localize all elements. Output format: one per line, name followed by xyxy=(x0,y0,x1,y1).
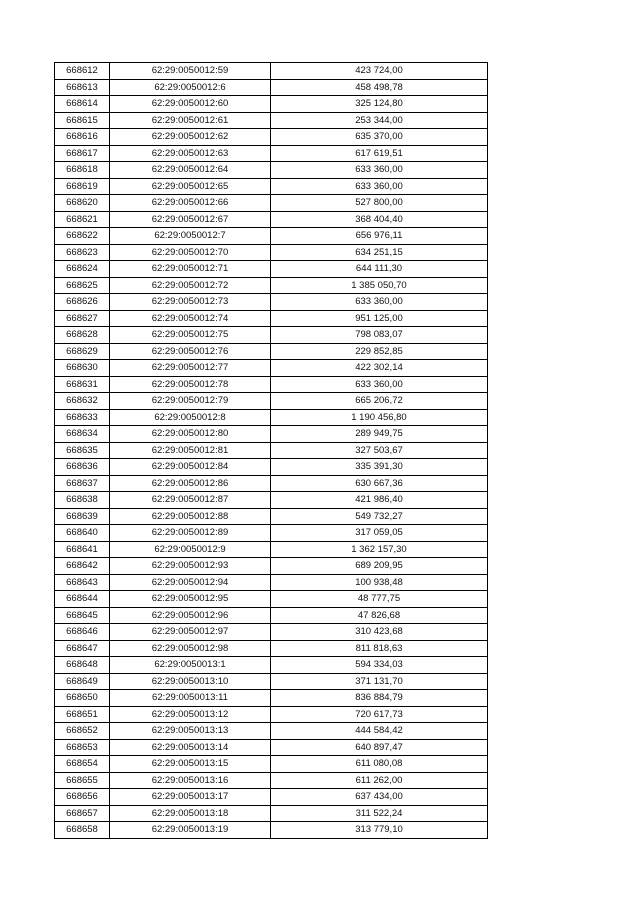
cadastral-number-cell: 62:29:0050012:78 xyxy=(110,376,271,393)
value-cell: 527 800,00 xyxy=(271,195,488,212)
cadastral-number-cell: 62:29:0050012:76 xyxy=(110,343,271,360)
cadastral-number-cell: 62:29:0050013:1 xyxy=(110,657,271,674)
value-cell: 327 503,67 xyxy=(271,442,488,459)
row-number-cell: 668647 xyxy=(55,640,110,657)
value-cell: 634 251,15 xyxy=(271,244,488,261)
row-number-cell: 668653 xyxy=(55,739,110,756)
value-cell: 689 209,95 xyxy=(271,558,488,575)
cadastral-number-cell: 62:29:0050012:72 xyxy=(110,277,271,294)
row-number-cell: 668633 xyxy=(55,409,110,426)
value-cell: 951 125,00 xyxy=(271,310,488,327)
row-number-cell: 668649 xyxy=(55,673,110,690)
cadastral-number-cell: 62:29:0050012:71 xyxy=(110,261,271,278)
cadastral-number-cell: 62:29:0050012:60 xyxy=(110,96,271,113)
cadastral-number-cell: 62:29:0050012:87 xyxy=(110,492,271,509)
row-number-cell: 668634 xyxy=(55,426,110,443)
table-row xyxy=(55,63,488,80)
value-cell: 444 584,42 xyxy=(271,723,488,740)
table-row xyxy=(55,178,488,195)
row-number-cell: 668621 xyxy=(55,211,110,228)
cadastral-number-cell: 62:29:0050013:14 xyxy=(110,739,271,756)
value-cell: 229 852,85 xyxy=(271,343,488,360)
table-row xyxy=(55,690,488,707)
value-cell: 665 206,72 xyxy=(271,393,488,410)
table-row xyxy=(55,409,488,426)
cadastral-number-cell: 62:29:0050013:11 xyxy=(110,690,271,707)
value-cell: 633 360,00 xyxy=(271,162,488,179)
value-cell: 594 334,03 xyxy=(271,657,488,674)
value-cell: 1 362 157,30 xyxy=(271,541,488,558)
table-row xyxy=(55,244,488,261)
table-row xyxy=(55,789,488,806)
value-cell: 48 777,75 xyxy=(271,591,488,608)
cadastral-number-cell: 62:29:0050012:86 xyxy=(110,475,271,492)
row-number-cell: 668612 xyxy=(55,63,110,80)
row-number-cell: 668644 xyxy=(55,591,110,608)
row-number-cell: 668637 xyxy=(55,475,110,492)
cadastral-number-cell: 62:29:0050013:10 xyxy=(110,673,271,690)
value-cell: 635 370,00 xyxy=(271,129,488,146)
table-row xyxy=(55,277,488,294)
table-row xyxy=(55,739,488,756)
table-body xyxy=(55,63,488,839)
value-cell: 637 434,00 xyxy=(271,789,488,806)
cadastral-number-cell: 62:29:0050012:67 xyxy=(110,211,271,228)
row-number-cell: 668646 xyxy=(55,624,110,641)
row-number-cell: 668640 xyxy=(55,525,110,542)
table-row xyxy=(55,541,488,558)
table-row xyxy=(55,574,488,591)
cadastral-number-cell: 62:29:0050012:9 xyxy=(110,541,271,558)
cadastral-number-cell: 62:29:0050012:59 xyxy=(110,63,271,80)
table-row xyxy=(55,129,488,146)
table-row xyxy=(55,607,488,624)
value-cell: 611 080,08 xyxy=(271,756,488,773)
cadastral-number-cell: 62:29:0050012:96 xyxy=(110,607,271,624)
table-row xyxy=(55,211,488,228)
value-cell: 617 619,51 xyxy=(271,145,488,162)
cadastral-number-cell: 62:29:0050013:15 xyxy=(110,756,271,773)
table-row xyxy=(55,525,488,542)
value-cell: 549 732,27 xyxy=(271,508,488,525)
value-cell: 253 344,00 xyxy=(271,112,488,129)
table-row xyxy=(55,360,488,377)
table-row xyxy=(55,162,488,179)
row-number-cell: 668658 xyxy=(55,822,110,839)
value-cell: 422 302,14 xyxy=(271,360,488,377)
table-row xyxy=(55,673,488,690)
table-row xyxy=(55,591,488,608)
value-cell: 644 111,30 xyxy=(271,261,488,278)
cadastral-number-cell: 62:29:0050012:79 xyxy=(110,393,271,410)
cadastral-number-cell: 62:29:0050013:12 xyxy=(110,706,271,723)
cadastral-number-cell: 62:29:0050012:81 xyxy=(110,442,271,459)
table-row xyxy=(55,426,488,443)
row-number-cell: 668632 xyxy=(55,393,110,410)
cadastral-number-cell: 62:29:0050013:18 xyxy=(110,805,271,822)
row-number-cell: 668636 xyxy=(55,459,110,476)
cadastral-number-cell: 62:29:0050013:16 xyxy=(110,772,271,789)
table-row xyxy=(55,261,488,278)
value-cell: 423 724,00 xyxy=(271,63,488,80)
value-cell: 47 826,68 xyxy=(271,607,488,624)
value-cell: 310 423,68 xyxy=(271,624,488,641)
table-row xyxy=(55,294,488,311)
table-row xyxy=(55,376,488,393)
row-number-cell: 668642 xyxy=(55,558,110,575)
table-row xyxy=(55,459,488,476)
cadastral-number-cell: 62:29:0050012:98 xyxy=(110,640,271,657)
row-number-cell: 668617 xyxy=(55,145,110,162)
value-cell: 100 938,48 xyxy=(271,574,488,591)
value-cell: 317 059,05 xyxy=(271,525,488,542)
row-number-cell: 668627 xyxy=(55,310,110,327)
table-row xyxy=(55,558,488,575)
row-number-cell: 668641 xyxy=(55,541,110,558)
cadastral-number-cell: 62:29:0050012:70 xyxy=(110,244,271,261)
table-row xyxy=(55,112,488,129)
row-number-cell: 668651 xyxy=(55,706,110,723)
value-cell: 371 131,70 xyxy=(271,673,488,690)
row-number-cell: 668643 xyxy=(55,574,110,591)
table-row xyxy=(55,492,488,509)
table-row xyxy=(55,657,488,674)
row-number-cell: 668639 xyxy=(55,508,110,525)
cadastral-number-cell: 62:29:0050012:73 xyxy=(110,294,271,311)
table-row xyxy=(55,79,488,96)
row-number-cell: 668638 xyxy=(55,492,110,509)
row-number-cell: 668650 xyxy=(55,690,110,707)
value-cell: 1 385 050,70 xyxy=(271,277,488,294)
cadastral-number-cell: 62:29:0050012:77 xyxy=(110,360,271,377)
cadastral-number-cell: 62:29:0050012:64 xyxy=(110,162,271,179)
row-number-cell: 668655 xyxy=(55,772,110,789)
value-cell: 836 884,79 xyxy=(271,690,488,707)
value-cell: 720 617,73 xyxy=(271,706,488,723)
table-row xyxy=(55,805,488,822)
value-cell: 633 360,00 xyxy=(271,178,488,195)
value-cell: 311 522,24 xyxy=(271,805,488,822)
value-cell: 289 949,75 xyxy=(271,426,488,443)
row-number-cell: 668618 xyxy=(55,162,110,179)
row-number-cell: 668616 xyxy=(55,129,110,146)
row-number-cell: 668645 xyxy=(55,607,110,624)
row-number-cell: 668629 xyxy=(55,343,110,360)
row-number-cell: 668623 xyxy=(55,244,110,261)
value-cell: 1 190 456,80 xyxy=(271,409,488,426)
value-cell: 325 124,80 xyxy=(271,96,488,113)
table-row xyxy=(55,327,488,344)
cadastral-number-cell: 62:29:0050012:74 xyxy=(110,310,271,327)
value-cell: 458 498,78 xyxy=(271,79,488,96)
row-number-cell: 668619 xyxy=(55,178,110,195)
cadastral-number-cell: 62:29:0050012:95 xyxy=(110,591,271,608)
table-row xyxy=(55,822,488,839)
table-row xyxy=(55,145,488,162)
cadastral-number-cell: 62:29:0050012:66 xyxy=(110,195,271,212)
cadastral-number-cell: 62:29:0050012:8 xyxy=(110,409,271,426)
row-number-cell: 668620 xyxy=(55,195,110,212)
table-row xyxy=(55,475,488,492)
value-cell: 633 360,00 xyxy=(271,294,488,311)
row-number-cell: 668626 xyxy=(55,294,110,311)
table-row xyxy=(55,393,488,410)
value-cell: 611 262,00 xyxy=(271,772,488,789)
row-number-cell: 668635 xyxy=(55,442,110,459)
row-number-cell: 668657 xyxy=(55,805,110,822)
cadastral-number-cell: 62:29:0050012:65 xyxy=(110,178,271,195)
cadastral-number-cell: 62:29:0050012:97 xyxy=(110,624,271,641)
row-number-cell: 668624 xyxy=(55,261,110,278)
cadastral-number-cell: 62:29:0050012:75 xyxy=(110,327,271,344)
table-row xyxy=(55,442,488,459)
cadastral-number-cell: 62:29:0050012:62 xyxy=(110,129,271,146)
row-number-cell: 668631 xyxy=(55,376,110,393)
table-row xyxy=(55,723,488,740)
cadastral-number-cell: 62:29:0050012:88 xyxy=(110,508,271,525)
value-cell: 633 360,00 xyxy=(271,376,488,393)
table-row xyxy=(55,310,488,327)
row-number-cell: 668625 xyxy=(55,277,110,294)
cadastral-number-cell: 62:29:0050013:19 xyxy=(110,822,271,839)
cadastral-number-cell: 62:29:0050012:80 xyxy=(110,426,271,443)
cadastral-number-cell: 62:29:0050012:63 xyxy=(110,145,271,162)
cadastral-number-cell: 62:29:0050012:93 xyxy=(110,558,271,575)
value-cell: 798 083,07 xyxy=(271,327,488,344)
cadastral-number-cell: 62:29:0050012:94 xyxy=(110,574,271,591)
cadastral-number-cell: 62:29:0050012:61 xyxy=(110,112,271,129)
row-number-cell: 668613 xyxy=(55,79,110,96)
value-cell: 421 986,40 xyxy=(271,492,488,509)
table-row xyxy=(55,96,488,113)
cadastral-value-table xyxy=(54,62,488,839)
row-number-cell: 668622 xyxy=(55,228,110,245)
value-cell: 630 667,36 xyxy=(271,475,488,492)
cadastral-number-cell: 62:29:0050013:13 xyxy=(110,723,271,740)
cadastral-number-cell: 62:29:0050012:6 xyxy=(110,79,271,96)
value-cell: 811 818,63 xyxy=(271,640,488,657)
row-number-cell: 668628 xyxy=(55,327,110,344)
row-number-cell: 668656 xyxy=(55,789,110,806)
value-cell: 368 404,40 xyxy=(271,211,488,228)
table-row xyxy=(55,195,488,212)
table-row xyxy=(55,772,488,789)
table-row xyxy=(55,624,488,641)
value-cell: 313 779,10 xyxy=(271,822,488,839)
table-row xyxy=(55,706,488,723)
cadastral-number-cell: 62:29:0050012:84 xyxy=(110,459,271,476)
row-number-cell: 668630 xyxy=(55,360,110,377)
row-number-cell: 668614 xyxy=(55,96,110,113)
cadastral-number-cell: 62:29:0050012:7 xyxy=(110,228,271,245)
table-row xyxy=(55,343,488,360)
table-row xyxy=(55,640,488,657)
cadastral-number-cell: 62:29:0050012:89 xyxy=(110,525,271,542)
row-number-cell: 668654 xyxy=(55,756,110,773)
row-number-cell: 668615 xyxy=(55,112,110,129)
row-number-cell: 668648 xyxy=(55,657,110,674)
value-cell: 335 391,30 xyxy=(271,459,488,476)
table-row xyxy=(55,756,488,773)
value-cell: 640 897,47 xyxy=(271,739,488,756)
value-cell: 656 976,11 xyxy=(271,228,488,245)
table-row xyxy=(55,228,488,245)
table-row xyxy=(55,508,488,525)
cadastral-number-cell: 62:29:0050013:17 xyxy=(110,789,271,806)
row-number-cell: 668652 xyxy=(55,723,110,740)
